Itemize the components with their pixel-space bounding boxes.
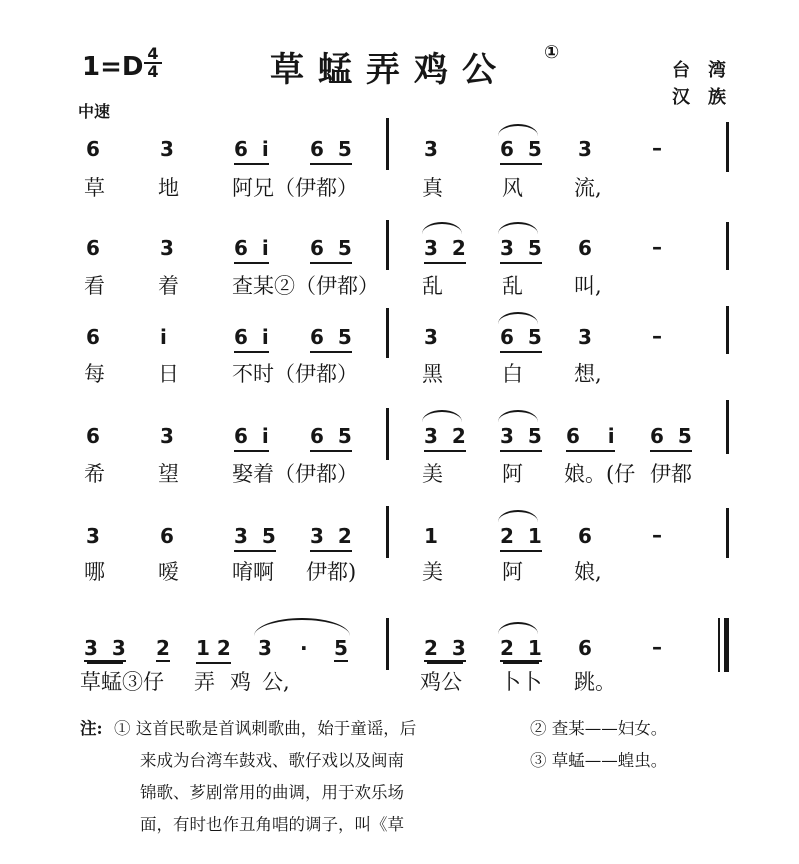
note-group bbox=[310, 524, 352, 552]
lyric: 看 bbox=[84, 274, 105, 298]
note: 6 bbox=[310, 424, 324, 448]
note-group bbox=[310, 137, 352, 165]
lyric: 草蜢③仔 bbox=[80, 670, 164, 694]
barline bbox=[386, 618, 389, 670]
note: 3 bbox=[578, 137, 592, 161]
tempo-marking: 中速 bbox=[78, 102, 111, 121]
note: 5 bbox=[337, 325, 352, 349]
title-footnote-mark: ① bbox=[544, 42, 560, 63]
note-group bbox=[424, 424, 466, 452]
note: i bbox=[261, 236, 269, 260]
lyric: 哪 bbox=[84, 560, 105, 584]
note: 1 bbox=[424, 524, 438, 548]
note: 6 bbox=[234, 325, 248, 349]
note: 5 bbox=[334, 636, 348, 660]
footnote-2: ② 查某——妇女。 bbox=[530, 719, 668, 738]
final-barline-thin bbox=[718, 618, 720, 672]
note-group bbox=[500, 636, 542, 662]
slur bbox=[422, 222, 462, 234]
barline bbox=[726, 222, 729, 270]
note: 3 bbox=[258, 636, 272, 660]
lyric: 草 bbox=[84, 176, 105, 200]
note: 6 bbox=[86, 424, 100, 448]
note: 5 bbox=[337, 236, 352, 260]
footnote-1-line-4: 面，有时也作丑角唱的调子，叫《草 bbox=[140, 815, 404, 834]
note: 2 bbox=[156, 636, 170, 660]
note: 5 bbox=[527, 325, 542, 349]
note-group bbox=[650, 424, 692, 452]
slur bbox=[498, 510, 538, 522]
note: 6 bbox=[500, 137, 514, 161]
barline bbox=[726, 306, 729, 354]
note: 6 bbox=[578, 524, 592, 548]
origin-region: 台 湾 bbox=[672, 60, 726, 81]
note: 5 bbox=[337, 137, 352, 161]
note: 6 bbox=[310, 325, 324, 349]
note-group bbox=[234, 137, 269, 165]
lyric: 美 bbox=[422, 462, 443, 486]
lyric: 望 bbox=[158, 462, 179, 486]
slur bbox=[498, 222, 538, 234]
lyric: 弄 bbox=[194, 670, 215, 694]
note: 3 bbox=[310, 524, 324, 548]
dash: – bbox=[652, 523, 662, 547]
note: 5 bbox=[261, 524, 276, 548]
dash: – bbox=[652, 235, 662, 259]
note: 3 bbox=[160, 424, 174, 448]
lyric: 每 bbox=[84, 362, 105, 386]
note: 6 bbox=[578, 636, 592, 660]
lyric: 日 bbox=[158, 362, 179, 386]
note: 3 bbox=[160, 137, 174, 161]
time-signature bbox=[144, 46, 162, 80]
note: 6 bbox=[86, 236, 100, 260]
lyric: 风 bbox=[502, 176, 523, 200]
meter-bottom: 4 bbox=[147, 62, 159, 81]
note: 6 bbox=[234, 424, 248, 448]
note: 2 bbox=[500, 636, 514, 660]
note: i bbox=[607, 424, 615, 448]
note: 3 bbox=[424, 424, 438, 448]
lyric: 真 bbox=[422, 176, 443, 200]
song-title: 草蜢弄鸡公 bbox=[270, 50, 510, 90]
lyric: 白 bbox=[502, 362, 523, 386]
note: 6 bbox=[566, 424, 580, 448]
note-group bbox=[234, 236, 269, 264]
lyric: 公, bbox=[262, 670, 290, 694]
lyric: 嗳 bbox=[158, 560, 179, 584]
lyric: 阿 bbox=[502, 560, 523, 584]
note: 6 bbox=[310, 137, 324, 161]
note: 6 bbox=[160, 524, 174, 548]
note: 1 bbox=[196, 636, 210, 660]
footnote-1-line-2: 来成为台湾车鼓戏、歌仔戏以及闽南 bbox=[140, 751, 404, 770]
lyric: 娶着（伊都） bbox=[232, 462, 358, 486]
note: 2 bbox=[451, 424, 466, 448]
note: 5 bbox=[677, 424, 692, 448]
note: 2 bbox=[216, 636, 231, 660]
note: 6 bbox=[234, 236, 248, 260]
note: 6 bbox=[310, 236, 324, 260]
note: 2 bbox=[451, 236, 466, 260]
note: 3 bbox=[500, 236, 514, 260]
note-group bbox=[424, 236, 466, 264]
note: 3 bbox=[578, 325, 592, 349]
note-group bbox=[234, 424, 269, 452]
barline bbox=[386, 308, 389, 358]
lyric: 唷啊 bbox=[232, 560, 274, 584]
note: 3 bbox=[424, 236, 438, 260]
note: 5 bbox=[337, 424, 352, 448]
note: 6 bbox=[500, 325, 514, 349]
lyric: 不时（伊都） bbox=[232, 362, 358, 386]
note: 6 bbox=[578, 236, 592, 260]
slur bbox=[254, 618, 350, 636]
note-group bbox=[196, 636, 231, 664]
note: 5 bbox=[527, 424, 542, 448]
note: 3 bbox=[500, 424, 514, 448]
footnote-1-line-1: ① 这首民歌是首讽刺歌曲，始于童谣，后 bbox=[114, 719, 417, 738]
note-group bbox=[310, 325, 352, 353]
note-group bbox=[310, 236, 352, 264]
note-group bbox=[310, 424, 352, 452]
lyric: 查某②（伊都） bbox=[232, 274, 379, 298]
note-group bbox=[234, 524, 276, 552]
dot: · bbox=[300, 636, 308, 660]
note-group bbox=[500, 524, 542, 552]
footnote-1-line-3: 锦歌、芗剧常用的曲调，用于欢乐场 bbox=[140, 783, 404, 802]
dash: – bbox=[652, 635, 662, 659]
lyric: 娘。(仔 bbox=[564, 462, 636, 486]
lyric: 阿 bbox=[502, 462, 523, 486]
note: 3 bbox=[86, 524, 100, 548]
note: 5 bbox=[527, 137, 542, 161]
lyric: 鸡 bbox=[230, 670, 251, 694]
note: i bbox=[261, 424, 269, 448]
lyric: 流, bbox=[574, 176, 602, 200]
final-barline-thick bbox=[724, 618, 729, 672]
note-group bbox=[424, 636, 466, 662]
lyric: 鸡公 bbox=[420, 670, 462, 694]
note-group bbox=[500, 137, 542, 165]
footnote-label: 注: bbox=[80, 719, 103, 738]
note: 2 bbox=[500, 524, 514, 548]
barline bbox=[726, 122, 729, 172]
lyric: 美 bbox=[422, 560, 443, 584]
note: 5 bbox=[527, 236, 542, 260]
lyric: 娘, bbox=[574, 560, 602, 584]
note: 3 bbox=[451, 636, 466, 660]
note: 3 bbox=[424, 137, 438, 161]
barline bbox=[386, 220, 389, 270]
lyric: 希 bbox=[84, 462, 105, 486]
note-group bbox=[500, 236, 542, 264]
note: 3 bbox=[234, 524, 248, 548]
meter-top: 4 bbox=[144, 46, 162, 64]
note: 3 bbox=[84, 636, 98, 660]
note: 6 bbox=[86, 137, 100, 161]
note-group bbox=[500, 325, 542, 353]
note-group bbox=[234, 325, 269, 353]
dash: – bbox=[652, 324, 662, 348]
lyric: 地 bbox=[158, 176, 179, 200]
slur bbox=[422, 410, 462, 422]
lyric: 乱 bbox=[502, 274, 523, 298]
note: 1 bbox=[527, 636, 542, 660]
note: 3 bbox=[160, 236, 174, 260]
lyric: 叫, bbox=[574, 274, 602, 298]
lyric: 阿兄（伊都） bbox=[232, 176, 358, 200]
lyric: 着 bbox=[158, 274, 179, 298]
lyric: 跳。 bbox=[574, 670, 616, 694]
note: 3 bbox=[111, 636, 126, 660]
note: 2 bbox=[337, 524, 352, 548]
slur bbox=[498, 410, 538, 422]
note: 1 bbox=[527, 524, 542, 548]
note: 3 bbox=[424, 325, 438, 349]
slur bbox=[498, 622, 538, 634]
lyric: 黑 bbox=[422, 362, 443, 386]
note: 6 bbox=[234, 137, 248, 161]
note: i bbox=[261, 137, 269, 161]
key-signature: 1=D bbox=[82, 52, 144, 82]
dash: – bbox=[652, 136, 662, 160]
lyric: 乱 bbox=[422, 274, 443, 298]
note: 2 bbox=[424, 636, 438, 660]
barline bbox=[386, 506, 389, 558]
barline bbox=[386, 118, 389, 170]
note-group bbox=[500, 424, 542, 452]
barline bbox=[726, 508, 729, 558]
note: i bbox=[261, 325, 269, 349]
note-group bbox=[84, 636, 126, 662]
barline bbox=[726, 400, 729, 454]
lyric: 卜卜 bbox=[500, 670, 542, 694]
lyric: 伊都 bbox=[650, 462, 692, 486]
origin-ethnicity: 汉 族 bbox=[672, 87, 726, 108]
note: i bbox=[160, 325, 167, 349]
lyric: 想, bbox=[574, 362, 602, 386]
footnote-3: ③ 草蜢——蝗虫。 bbox=[530, 751, 668, 770]
barline bbox=[386, 408, 389, 460]
slur bbox=[498, 312, 538, 324]
note-group bbox=[566, 424, 615, 452]
lyric: 伊都) bbox=[306, 560, 357, 584]
note: 6 bbox=[650, 424, 664, 448]
slur bbox=[498, 124, 538, 136]
note: 6 bbox=[86, 325, 100, 349]
